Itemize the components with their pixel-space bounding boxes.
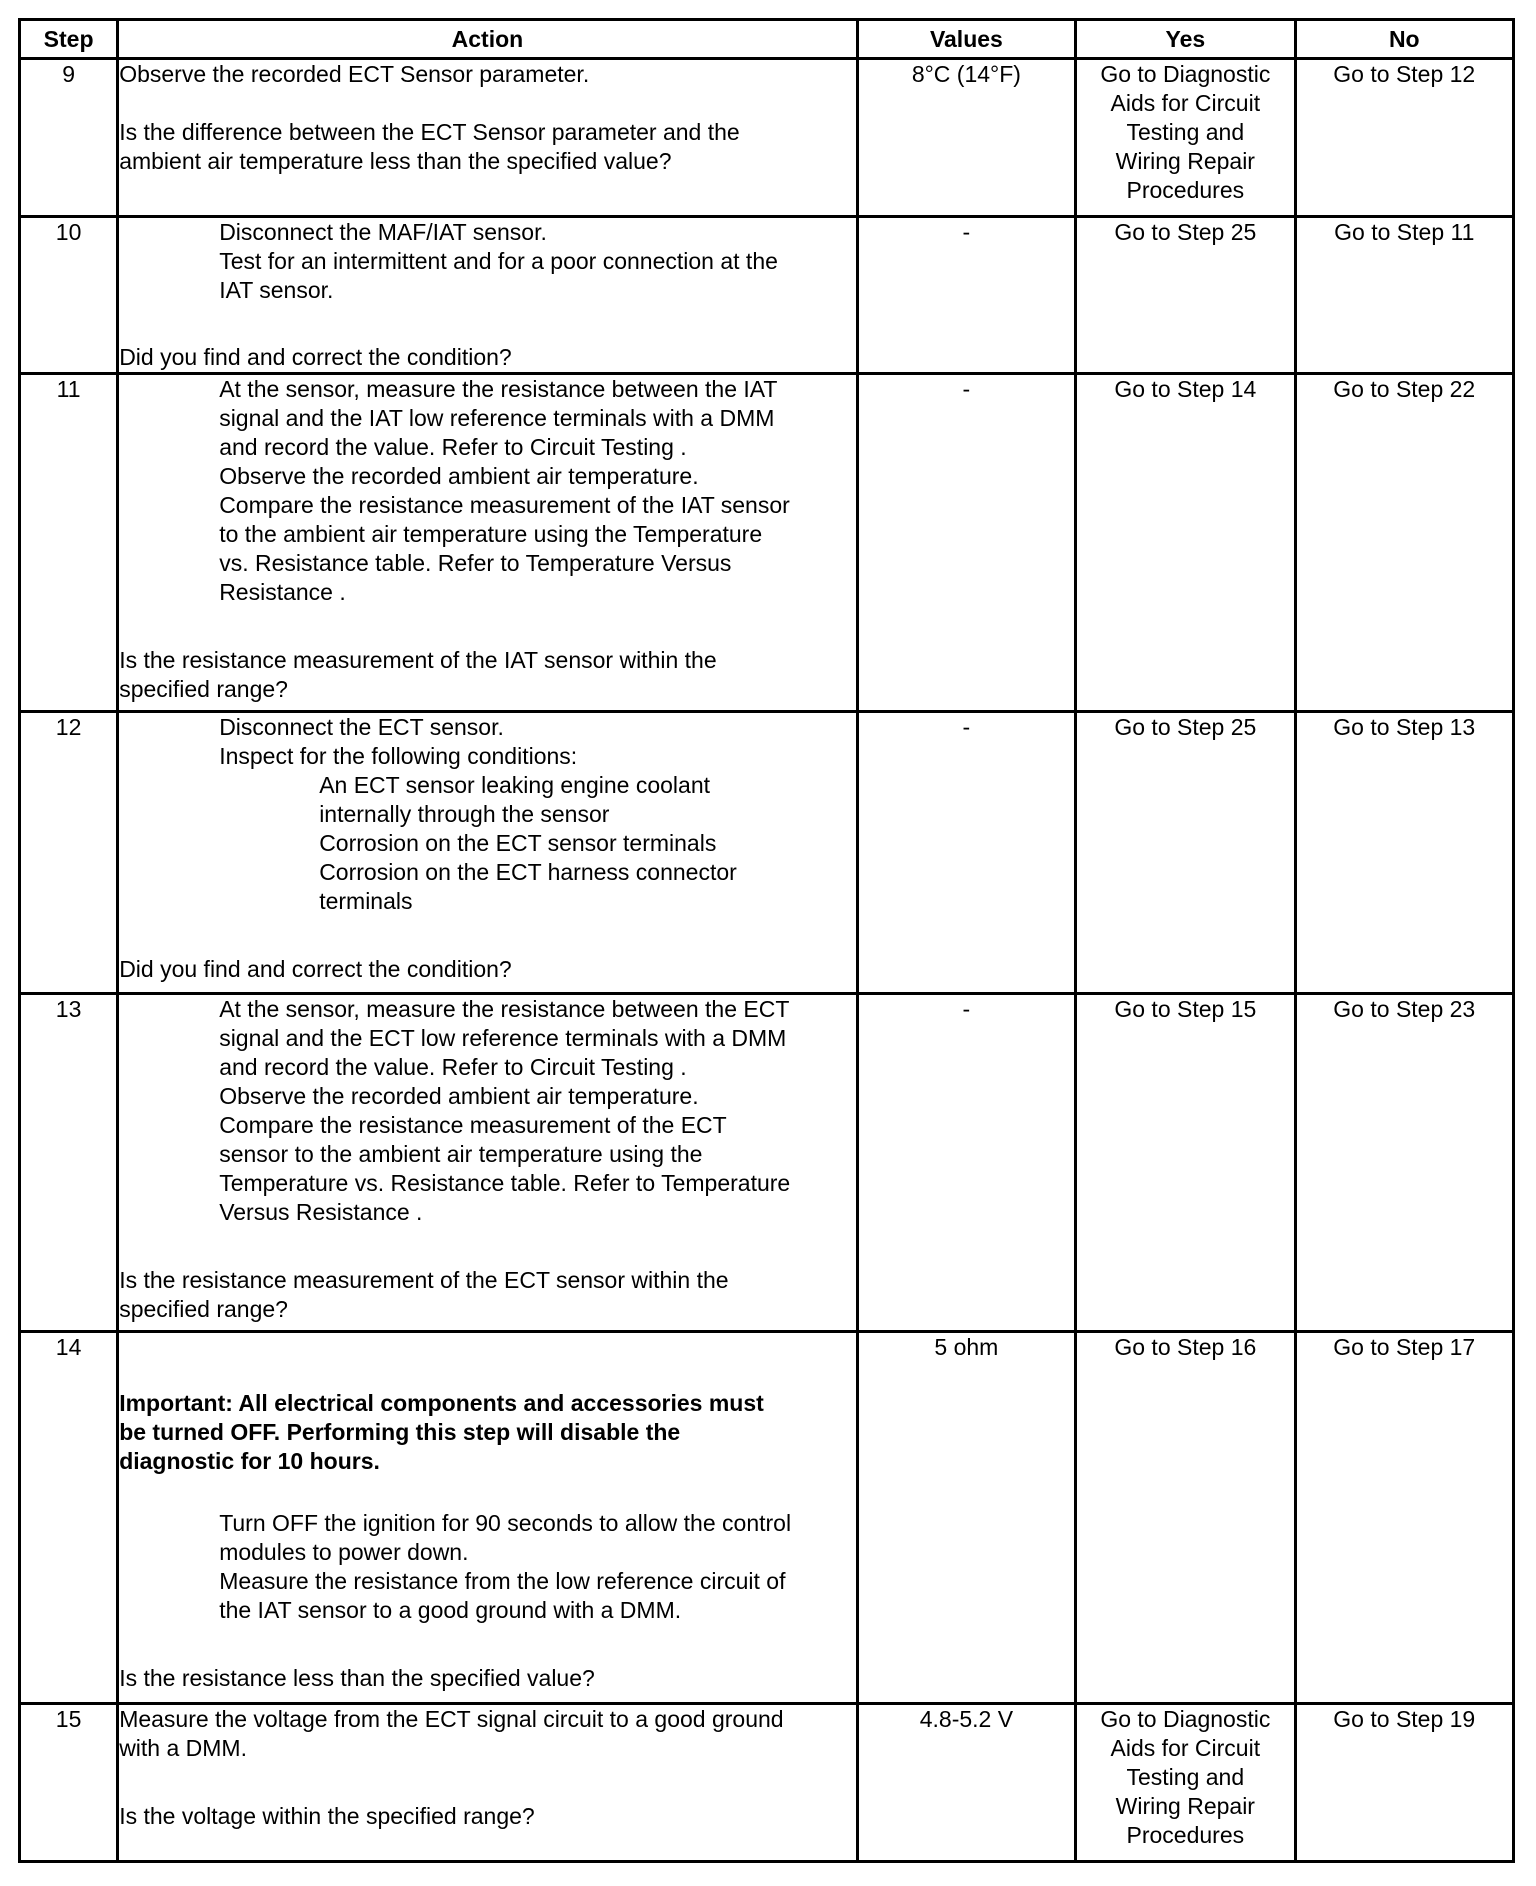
no-link[interactable]: Go to Step 11 bbox=[1295, 217, 1513, 374]
no-link[interactable]: Go to Step 12 bbox=[1295, 59, 1513, 217]
header-step: Step bbox=[20, 20, 118, 59]
value-cell: - bbox=[857, 994, 1075, 1332]
action-line: to the ambient air temperature using the Temperature bbox=[219, 521, 763, 547]
action-question: Is the resistance measurement of the IAT sensor within the bbox=[119, 647, 717, 673]
no-link[interactable]: Go to Step 19 bbox=[1295, 1704, 1513, 1862]
yes-link-line[interactable]: Wiring Repair bbox=[1115, 1793, 1255, 1819]
yes-link[interactable]: Go to Step 25 bbox=[1076, 217, 1295, 374]
no-link[interactable]: Go to Step 22 bbox=[1295, 374, 1513, 712]
action-line: Observe the recorded ambient air temperature. bbox=[219, 463, 699, 489]
action-line: At the sensor, measure the resistance between the IAT bbox=[219, 376, 778, 402]
action-line: Turn OFF the ignition for 90 seconds to allow the control bbox=[219, 1510, 792, 1536]
yes-link-line[interactable]: Aids for Circuit bbox=[1110, 90, 1261, 116]
action-line: Test for an intermittent and for a poor connection at the bbox=[219, 248, 778, 274]
yes-link-line[interactable]: Go to Diagnostic bbox=[1100, 1706, 1271, 1732]
table-row bbox=[20, 374, 1514, 712]
step-number: 9 bbox=[20, 59, 118, 217]
action-cell bbox=[118, 217, 857, 374]
yes-link-line[interactable]: Procedures bbox=[1126, 177, 1245, 203]
action-line: At the sensor, measure the resistance between the ECT bbox=[219, 996, 790, 1022]
action-question: ambient air temperature less than the specified value? bbox=[119, 148, 672, 174]
step-number: 10 bbox=[20, 217, 118, 374]
header-action: Action bbox=[118, 20, 857, 59]
value-cell: - bbox=[857, 374, 1075, 712]
header-row bbox=[20, 20, 1514, 59]
action-question: specified range? bbox=[119, 1296, 288, 1322]
table-row bbox=[20, 59, 1514, 217]
value-cell: 5 ohm bbox=[857, 1332, 1075, 1704]
condition-item: Corrosion on the ECT sensor terminals bbox=[319, 830, 717, 856]
condition-item: An ECT sensor leaking engine coolant bbox=[319, 772, 711, 798]
action-line: the IAT sensor to a good ground with a DMM. bbox=[219, 1597, 682, 1623]
yes-cell bbox=[1076, 1704, 1295, 1862]
step-number: 12 bbox=[20, 712, 118, 994]
action-question: Is the resistance measurement of the ECT sensor within the bbox=[119, 1267, 729, 1293]
no-link[interactable]: Go to Step 17 bbox=[1295, 1332, 1513, 1704]
action-line: signal and the IAT low reference terminals with a DMM bbox=[219, 405, 775, 431]
action-question: Did you find and correct the condition? bbox=[119, 344, 512, 370]
yes-link[interactable]: Go to Step 14 bbox=[1076, 374, 1295, 712]
yes-link-line[interactable]: Testing and bbox=[1126, 1764, 1245, 1790]
header-no: No bbox=[1295, 20, 1513, 59]
action-cell bbox=[118, 59, 857, 217]
yes-link[interactable]: Go to Step 16 bbox=[1076, 1332, 1295, 1704]
action-question: Is the voltage within the specified range? bbox=[119, 1803, 535, 1829]
action-question: Is the difference between the ECT Sensor parameter and the bbox=[119, 119, 740, 145]
step-number: 15 bbox=[20, 1704, 118, 1862]
action-line: Disconnect the MAF/IAT sensor. bbox=[219, 219, 547, 245]
table-row bbox=[20, 217, 1514, 374]
action-line: sensor to the ambient air temperature using the bbox=[219, 1141, 703, 1167]
yes-link[interactable]: Go to Step 15 bbox=[1076, 994, 1295, 1332]
action-cell bbox=[118, 374, 857, 712]
action-cell bbox=[118, 1704, 857, 1862]
action-line: Versus Resistance . bbox=[219, 1199, 423, 1225]
table-row bbox=[20, 1704, 1514, 1862]
action-line: Inspect for the following conditions: bbox=[219, 743, 578, 769]
action-line: signal and the ECT low reference terminals with a DMM bbox=[219, 1025, 787, 1051]
header-yes: Yes bbox=[1076, 20, 1295, 59]
action-line: IAT sensor. bbox=[219, 277, 334, 303]
action-question: Did you find and correct the condition? bbox=[119, 956, 512, 982]
step-number: 14 bbox=[20, 1332, 118, 1704]
important-note: be turned OFF. Performing this step will disable the bbox=[119, 1419, 681, 1445]
action-line: Measure the voltage from the ECT signal circuit to a good ground bbox=[119, 1706, 784, 1732]
diagnostic-table bbox=[18, 18, 1515, 1863]
condition-item: Corrosion on the ECT harness connector bbox=[319, 859, 737, 885]
action-cell bbox=[118, 994, 857, 1332]
value-cell: - bbox=[857, 712, 1075, 994]
yes-link-line[interactable]: Wiring Repair bbox=[1115, 148, 1255, 174]
yes-link[interactable]: Go to Step 25 bbox=[1076, 712, 1295, 994]
condition-item: terminals bbox=[319, 888, 413, 914]
step-number: 13 bbox=[20, 994, 118, 1332]
action-line: Resistance . bbox=[219, 579, 346, 605]
yes-link-line[interactable]: Procedures bbox=[1126, 1822, 1245, 1848]
action-line: and record the value. Refer to Circuit Testing . bbox=[219, 434, 687, 460]
yes-link-line[interactable]: Go to Diagnostic bbox=[1100, 61, 1271, 87]
no-link[interactable]: Go to Step 13 bbox=[1295, 712, 1513, 994]
action-cell bbox=[118, 712, 857, 994]
yes-link-line[interactable]: Testing and bbox=[1126, 119, 1245, 145]
action-question: Is the resistance less than the specified value? bbox=[119, 1665, 595, 1691]
action-line: vs. Resistance table. Refer to Temperature Versus bbox=[219, 550, 732, 576]
step-number: 11 bbox=[20, 374, 118, 712]
table-row bbox=[20, 1332, 1514, 1704]
action-line: Observe the recorded ECT Sensor parameter. bbox=[119, 61, 590, 87]
action-line: Disconnect the ECT sensor. bbox=[219, 714, 504, 740]
value-cell: 4.8-5.2 V bbox=[857, 1704, 1075, 1862]
value-cell: 8°C (14°F) bbox=[857, 59, 1075, 217]
no-link[interactable]: Go to Step 23 bbox=[1295, 994, 1513, 1332]
action-line: Compare the resistance measurement of the ECT bbox=[219, 1112, 727, 1138]
action-question: specified range? bbox=[119, 676, 288, 702]
header-values: Values bbox=[857, 20, 1075, 59]
important-note: diagnostic for 10 hours. bbox=[119, 1448, 380, 1474]
condition-item: internally through the sensor bbox=[319, 801, 610, 827]
action-cell bbox=[118, 1332, 857, 1704]
yes-cell bbox=[1076, 59, 1295, 217]
action-line: modules to power down. bbox=[219, 1539, 469, 1565]
yes-link-line[interactable]: Aids for Circuit bbox=[1110, 1735, 1261, 1761]
action-line: Measure the resistance from the low reference circuit of bbox=[219, 1568, 786, 1594]
action-line: Compare the resistance measurement of the IAT sensor bbox=[219, 492, 790, 518]
action-line: Temperature vs. Resistance table. Refer to Temperature bbox=[219, 1170, 791, 1196]
action-line: and record the value. Refer to Circuit Testing . bbox=[219, 1054, 687, 1080]
value-cell: - bbox=[857, 217, 1075, 374]
table-row bbox=[20, 712, 1514, 994]
table-row bbox=[20, 994, 1514, 1332]
important-note: Important: All electrical components and accessories must bbox=[119, 1390, 764, 1416]
action-line: Observe the recorded ambient air temperature. bbox=[219, 1083, 699, 1109]
action-line: with a DMM. bbox=[119, 1735, 247, 1761]
